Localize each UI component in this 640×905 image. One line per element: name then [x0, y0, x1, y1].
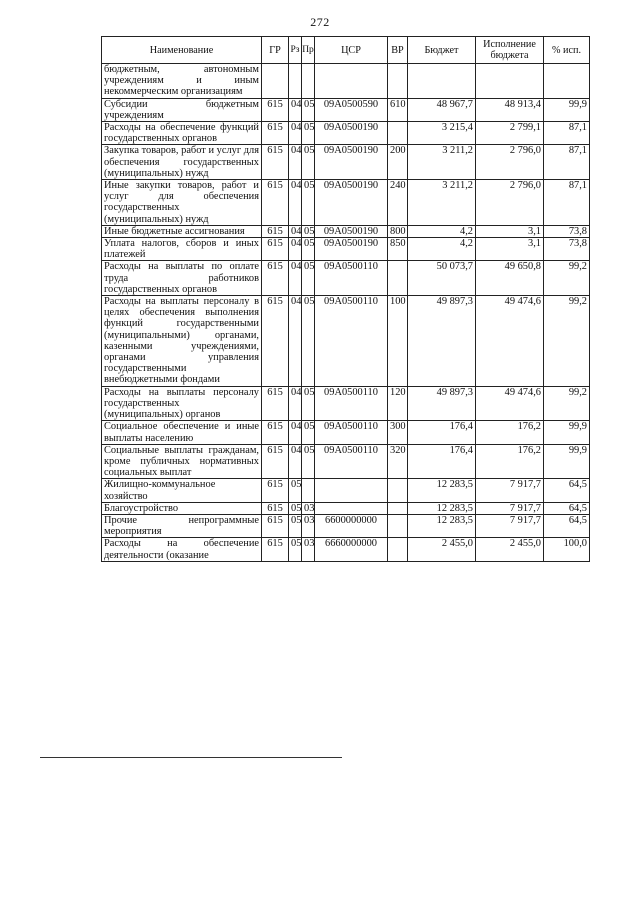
row-pr-cell — [302, 64, 315, 99]
row-name-cell: бюджетным, автономным учреждениям и иным некоммерческим организациям — [102, 64, 262, 99]
row-gr-cell: 615 — [262, 225, 289, 237]
row-csr-cell: 09А0500190 — [315, 122, 388, 145]
row-csr-cell: 6660000000 — [315, 538, 388, 561]
row-pr-cell: 05 — [302, 261, 315, 296]
row-vr-cell: 850 — [388, 238, 408, 261]
row-csr-cell: 09А0500190 — [315, 145, 388, 180]
row-gr-cell: 615 — [262, 261, 289, 296]
table-row — [102, 502, 590, 514]
row-pr-cell — [302, 479, 315, 502]
row-execution-cell: 7 917,7 — [476, 502, 544, 514]
row-budget-cell: 12 283,5 — [408, 479, 476, 502]
row-name-cell: Иные бюджетные ассигнования — [102, 225, 262, 237]
row-gr-cell: 615 — [262, 479, 289, 502]
row-pct-cell: 99,9 — [544, 98, 590, 121]
row-gr-cell: 615 — [262, 296, 289, 387]
row-csr-cell: 09А0500110 — [315, 261, 388, 296]
row-pr-cell: 05 — [302, 421, 315, 444]
row-pr-cell: 03 — [302, 502, 315, 514]
row-name-cell: Социальные выплаты гражданам, кроме публичных нормативных социальных выплат — [102, 444, 262, 479]
table-row — [102, 98, 590, 121]
table-row — [102, 122, 590, 145]
row-budget-cell: 176,4 — [408, 444, 476, 479]
row-pct-cell: 99,2 — [544, 386, 590, 421]
footnote-separator-line — [40, 757, 342, 758]
row-pct-cell: 64,5 — [544, 479, 590, 502]
table-row — [102, 386, 590, 421]
row-budget-cell: 176,4 — [408, 421, 476, 444]
row-csr-cell — [315, 502, 388, 514]
row-name-cell: Благоустройство — [102, 502, 262, 514]
row-execution-cell: 49 474,6 — [476, 296, 544, 387]
row-csr-cell: 09А0500190 — [315, 238, 388, 261]
row-name-cell: Жилищно-коммунальное хозяйство — [102, 479, 262, 502]
row-pct-cell: 73,8 — [544, 225, 590, 237]
table-row — [102, 64, 590, 99]
row-execution-cell: 2 796,0 — [476, 180, 544, 226]
column-header-gr: ГР — [262, 37, 289, 64]
row-execution-cell: 176,2 — [476, 421, 544, 444]
row-execution-cell: 2 455,0 — [476, 538, 544, 561]
table-row — [102, 296, 590, 387]
row-pr-cell: 05 — [302, 296, 315, 387]
row-csr-cell: 09А0500110 — [315, 296, 388, 387]
row-rz-cell: 04 — [289, 296, 302, 387]
table-row — [102, 514, 590, 537]
row-name-cell: Расходы на обеспечение деятельности (оказание — [102, 538, 262, 561]
table-row — [102, 421, 590, 444]
row-execution-cell: 2 799,1 — [476, 122, 544, 145]
row-budget-cell: 49 897,3 — [408, 386, 476, 421]
row-vr-cell: 240 — [388, 180, 408, 226]
row-vr-cell: 100 — [388, 296, 408, 387]
row-vr-cell — [388, 122, 408, 145]
row-rz-cell: 04 — [289, 421, 302, 444]
row-csr-cell: 6600000000 — [315, 514, 388, 537]
row-rz-cell: 04 — [289, 386, 302, 421]
row-budget-cell: 49 897,3 — [408, 296, 476, 387]
row-csr-cell: 09А0500190 — [315, 180, 388, 226]
row-budget-cell: 3 215,4 — [408, 122, 476, 145]
row-gr-cell: 615 — [262, 180, 289, 226]
table-row — [102, 145, 590, 180]
row-pr-cell: 05 — [302, 180, 315, 226]
table-row — [102, 225, 590, 237]
row-gr-cell: 615 — [262, 502, 289, 514]
table-row — [102, 261, 590, 296]
column-header-vr: ВР — [388, 37, 408, 64]
row-pct-cell: 73,8 — [544, 238, 590, 261]
row-vr-cell: 300 — [388, 421, 408, 444]
row-vr-cell — [388, 261, 408, 296]
row-name-cell: Расходы на выплаты персоналу государственных (муниципальных) органов — [102, 386, 262, 421]
row-rz-cell: 04 — [289, 261, 302, 296]
row-pr-cell: 05 — [302, 386, 315, 421]
row-name-cell: Закупка товаров, работ и услуг для обеспечения государственных (муниципальных) нужд — [102, 145, 262, 180]
row-vr-cell: 120 — [388, 386, 408, 421]
column-header-pct: % исп. — [544, 37, 590, 64]
row-gr-cell: 615 — [262, 98, 289, 121]
row-gr-cell: 615 — [262, 145, 289, 180]
row-rz-cell: 05 — [289, 514, 302, 537]
column-header-name: Наименование — [102, 37, 262, 64]
page-number: 272 — [310, 15, 330, 29]
row-pr-cell: 03 — [302, 514, 315, 537]
row-budget-cell: 4,2 — [408, 225, 476, 237]
row-name-cell: Уплата налогов, сборов и иных платежей — [102, 238, 262, 261]
row-budget-cell: 2 455,0 — [408, 538, 476, 561]
row-budget-cell: 4,2 — [408, 238, 476, 261]
row-rz-cell: 04 — [289, 238, 302, 261]
row-pct-cell: 87,1 — [544, 145, 590, 180]
row-execution-cell: 7 917,7 — [476, 479, 544, 502]
row-pct-cell: 100,0 — [544, 538, 590, 561]
row-execution-cell: 2 796,0 — [476, 145, 544, 180]
row-vr-cell: 800 — [388, 225, 408, 237]
table-row — [102, 538, 590, 561]
row-pct-cell: 64,5 — [544, 502, 590, 514]
row-gr-cell: 615 — [262, 421, 289, 444]
budget-execution-table — [101, 36, 590, 562]
row-pr-cell: 05 — [302, 225, 315, 237]
row-gr-cell: 615 — [262, 122, 289, 145]
row-execution-cell: 176,2 — [476, 444, 544, 479]
row-execution-cell — [476, 64, 544, 99]
row-pct-cell: 99,2 — [544, 261, 590, 296]
row-rz-cell: 05 — [289, 502, 302, 514]
row-execution-cell: 48 913,4 — [476, 98, 544, 121]
column-header-budget: Бюджет — [408, 37, 476, 64]
row-pr-cell: 05 — [302, 238, 315, 261]
row-execution-cell: 49 474,6 — [476, 386, 544, 421]
row-vr-cell — [388, 502, 408, 514]
column-header-rz: Рз — [289, 37, 302, 64]
row-budget-cell: 12 283,5 — [408, 502, 476, 514]
row-vr-cell — [388, 64, 408, 99]
row-budget-cell: 3 211,2 — [408, 180, 476, 226]
table-header-row — [102, 37, 590, 64]
row-name-cell: Социальное обеспечение и иные выплаты населению — [102, 421, 262, 444]
table-row — [102, 238, 590, 261]
row-execution-cell: 7 917,7 — [476, 514, 544, 537]
row-gr-cell: 615 — [262, 444, 289, 479]
row-name-cell: Расходы на выплаты персоналу в целях обеспечения выполнения функций государственными (муниципальными) органами, казенными учреждениями, органами управления государственными внебюджетными фондами — [102, 296, 262, 387]
table-row — [102, 444, 590, 479]
row-name-cell: Расходы на обеспечение функций государственных органов — [102, 122, 262, 145]
row-execution-cell: 49 650,8 — [476, 261, 544, 296]
row-pct-cell: 87,1 — [544, 122, 590, 145]
row-name-cell: Иные закупки товаров, работ и услуг для обеспечения государственных (муниципальных) нужд — [102, 180, 262, 226]
table-row — [102, 180, 590, 226]
row-vr-cell — [388, 538, 408, 561]
row-budget-cell: 12 283,5 — [408, 514, 476, 537]
row-gr-cell: 615 — [262, 514, 289, 537]
table-body — [102, 64, 590, 562]
row-pr-cell: 05 — [302, 444, 315, 479]
row-csr-cell: 09А0500110 — [315, 421, 388, 444]
row-pr-cell: 05 — [302, 122, 315, 145]
row-vr-cell: 610 — [388, 98, 408, 121]
row-execution-cell: 3,1 — [476, 238, 544, 261]
row-rz-cell — [289, 64, 302, 99]
row-name-cell: Расходы на выплаты по оплате труда работников государственных органов — [102, 261, 262, 296]
row-rz-cell: 04 — [289, 444, 302, 479]
column-header-execution: Исполнение бюджета — [476, 37, 544, 64]
row-name-cell: Прочие непрограммные мероприятия — [102, 514, 262, 537]
row-name-cell: Субсидии бюджетным учреждениям — [102, 98, 262, 121]
row-execution-cell: 3,1 — [476, 225, 544, 237]
row-pr-cell: 05 — [302, 98, 315, 121]
column-header-csr: ЦСР — [315, 37, 388, 64]
row-budget-cell — [408, 64, 476, 99]
row-pct-cell — [544, 64, 590, 99]
row-budget-cell: 50 073,7 — [408, 261, 476, 296]
row-pct-cell: 64,5 — [544, 514, 590, 537]
row-rz-cell: 05 — [289, 479, 302, 502]
row-pr-cell: 05 — [302, 145, 315, 180]
row-rz-cell: 04 — [289, 98, 302, 121]
row-budget-cell: 48 967,7 — [408, 98, 476, 121]
row-gr-cell: 615 — [262, 238, 289, 261]
column-header-pr: Пр — [302, 37, 315, 64]
row-pct-cell: 87,1 — [544, 180, 590, 226]
row-pct-cell: 99,9 — [544, 421, 590, 444]
row-rz-cell: 04 — [289, 122, 302, 145]
row-csr-cell: 09А0500190 — [315, 225, 388, 237]
row-rz-cell: 04 — [289, 225, 302, 237]
row-rz-cell: 05 — [289, 538, 302, 561]
row-vr-cell: 200 — [388, 145, 408, 180]
row-csr-cell — [315, 479, 388, 502]
row-vr-cell — [388, 479, 408, 502]
row-budget-cell: 3 211,2 — [408, 145, 476, 180]
row-csr-cell: 09А0500110 — [315, 386, 388, 421]
row-rz-cell: 04 — [289, 145, 302, 180]
row-csr-cell: 09А0500590 — [315, 98, 388, 121]
row-gr-cell: 615 — [262, 538, 289, 561]
row-vr-cell: 320 — [388, 444, 408, 479]
table-row — [102, 479, 590, 502]
row-gr-cell: 615 — [262, 386, 289, 421]
row-rz-cell: 04 — [289, 180, 302, 226]
row-csr-cell: 09А0500110 — [315, 444, 388, 479]
row-pct-cell: 99,9 — [544, 444, 590, 479]
row-vr-cell — [388, 514, 408, 537]
row-pct-cell: 99,2 — [544, 296, 590, 387]
row-gr-cell — [262, 64, 289, 99]
row-csr-cell — [315, 64, 388, 99]
row-pr-cell: 03 — [302, 538, 315, 561]
